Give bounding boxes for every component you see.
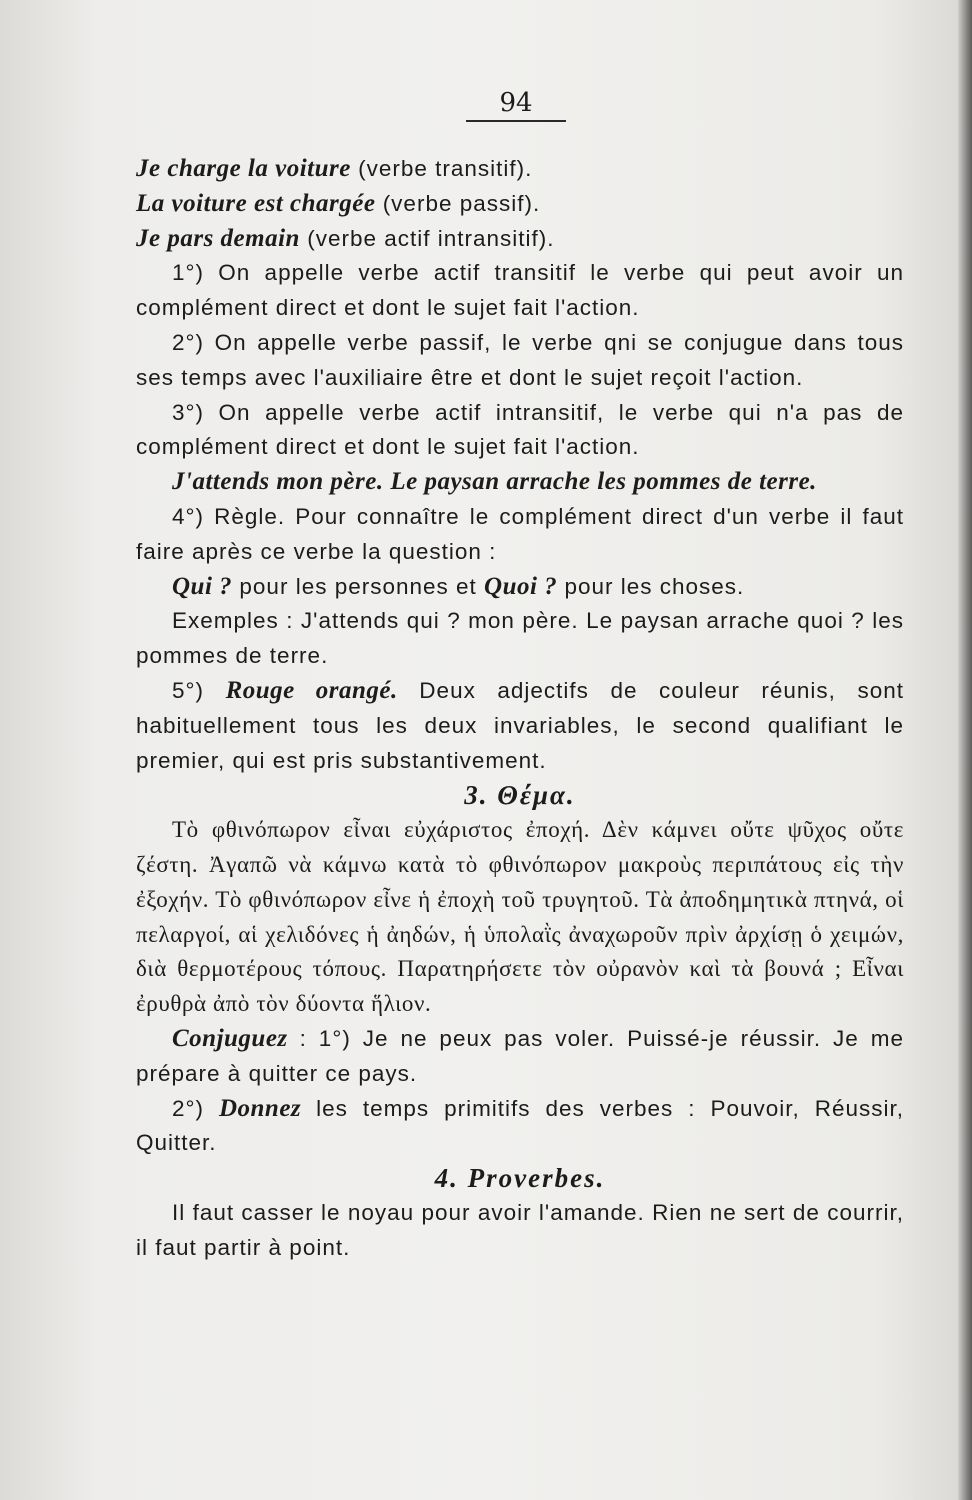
rule-5-term: Rouge orangé. (225, 676, 398, 704)
example-sentence-2: La voiture est chargée (136, 189, 376, 217)
rule-1: 1°) On appelle verbe actif transitif le verbe qui peut avoir un complément direct et dont le sujet fait l'action. (136, 260, 904, 321)
example-sentence-3: Je pars demain (136, 224, 300, 252)
conjuguez-label: Conjuguez (172, 1024, 288, 1052)
theme-heading: 3. Θέμα. (464, 780, 576, 811)
theme-text: Τὸ φθινόπωρον εἶναι εὐχάριστος ἐποχή. Δὲν κάμνει οὔτε ψῦχος οὔτε ζέστη. Ἀγαπῶ νὰ κάμνω κατὰ τὸ φθινόπωρον μακροὺς περιπάτους εἰς τὴν ἐξοχήν. Τὸ φθινόπωρον εἶνε ἡ ἐποχὴ τοῦ τρυγητοῦ. Τὰ ἀποδημητικὰ πτηνά, οἱ πελαργοί, αἱ χελιδόνες ἡ ἀηδών, ἡ ὑπολαῒς ἀναχωροῦν πρὶν ἀρχίσῃ ὁ χειμών, διὰ θερμοτέρους τόπους. Παρατηρήσετε τὸν οὐρανὸν καὶ τὰ βουνά ; Εἶναι ἐρυθρὰ ἀπὸ τὸν δύοντα ἥλιον. (136, 817, 904, 1017)
page-number: 94 (466, 88, 566, 122)
rule-3-example-text: J'attends mon père. Le paysan arrache les pommes de terre. (172, 468, 817, 496)
conjuguez-exercise (136, 1022, 904, 1092)
rule-3-example (136, 465, 904, 500)
example-line-3 (136, 222, 904, 257)
question-qui-text: pour les personnes et (232, 573, 485, 599)
rule-4-examples: Exemples : J'attends qui ? mon père. Le paysan arrache quoi ? les pommes de terre. (136, 608, 904, 669)
example-line-1 (136, 152, 904, 187)
example-note-2: (verbe passif). (375, 190, 541, 216)
page-content (136, 152, 904, 1266)
example-line-2 (136, 187, 904, 222)
conjuguez-text: : 1°) Je ne peux pas voler. Puissé-je réussir. Je me prépare à quitter ce pays. (136, 1025, 904, 1086)
example-sentence-1: Je charge la voiture (136, 155, 351, 182)
rule-2: 2°) On appelle verbe passif, le verbe qni se conjugue dans tous ses temps avec l'auxiliaire être et dont le sujet reçoit l'action. (136, 329, 904, 390)
rule-5-number: 5°) (172, 677, 226, 703)
question-quoi: Quoi ? (484, 572, 558, 600)
example-note-3: (verbe actif intransitif). (299, 225, 555, 251)
donnez-text: les temps primitifs des verbes : Pouvoir, Réussir, Quitter. (136, 1095, 904, 1156)
donnez-exercise (136, 1092, 904, 1162)
question-qui: Qui ? (172, 572, 233, 600)
rule-4: 4°) Règle. Pour connaître le complément direct d'un verbe il faut faire après ce verbe la question : (136, 503, 904, 564)
donnez-number: 2°) (172, 1095, 219, 1121)
rule-4-question (136, 570, 904, 605)
donnez-label: Donnez (218, 1094, 302, 1122)
rule-5-text: Deux adjectifs de couleur réunis, sont habituellement tous les deux invariables, le second qualifiant le premier, qui est pris substantivement. (136, 677, 904, 773)
rule-5 (136, 674, 904, 778)
page-edge (958, 0, 972, 1500)
example-note-1: (verbe transitif). (350, 156, 533, 181)
rule-3: 3°) On appelle verbe actif intransitif, le verbe qui n'a pas de complément direct et dont le sujet fait l'action. (136, 399, 904, 460)
proverbes-text: Il faut casser le noyau pour avoir l'amande. Rien ne sert de courrir, il faut partir à point. (136, 1199, 904, 1260)
question-quoi-text: pour les choses. (557, 573, 745, 599)
proverbes-heading: 4. Proverbes. (434, 1163, 606, 1194)
